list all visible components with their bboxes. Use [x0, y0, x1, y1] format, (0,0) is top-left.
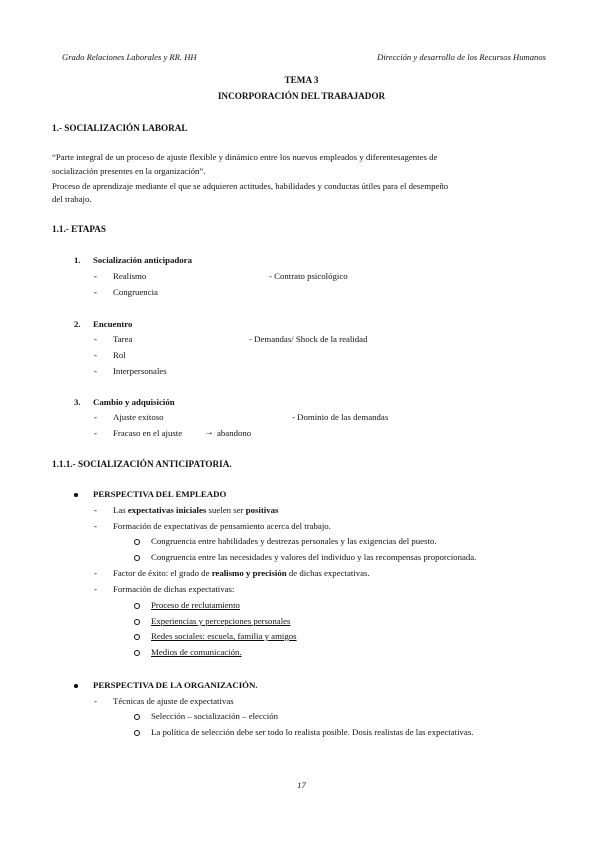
dash-marker: -: [94, 412, 97, 422]
stage-number: 3.: [74, 397, 81, 407]
list-item: Técnicas de ajuste de expectativas: [113, 696, 234, 706]
perspective-title: PERSPECTIVA DE LA ORGANIZACIÓN.: [93, 680, 258, 690]
dash-marker: -: [94, 350, 97, 360]
stage-item: Ajuste exitoso: [113, 412, 164, 422]
circle-bullet-icon: [134, 539, 140, 545]
paragraph-line: del trabajo.: [52, 194, 92, 204]
bullet-icon: [74, 684, 78, 688]
sub-list-item: Medios de comunicación.: [151, 647, 242, 657]
stage-item: Realismo: [113, 271, 147, 281]
section-heading-1-1: 1.1.- ETAPAS: [52, 224, 107, 234]
sub-list-item: Experiencias y percepciones personales: [151, 616, 291, 626]
circle-bullet-icon: [134, 603, 140, 609]
sub-list-item: La política de selección debe ser todo lo realista posible. Dosis realistas de las expectativas.: [151, 727, 474, 737]
page-title: INCORPORACIÓN DEL TRABAJADOR: [217, 91, 386, 101]
header-left: Grado Relaciones Laborales y RR. HH: [62, 52, 197, 62]
page-number: 17: [297, 780, 306, 790]
circle-bullet-icon: [134, 714, 140, 720]
stage-item: Congruencia: [113, 287, 158, 297]
list-item: Formación de expectativas de pensamiento acerca del trabajo.: [113, 521, 331, 531]
perspective-title: PERSPECTIVA DEL EMPLEADO: [93, 489, 227, 499]
list-item: Formación de dichas expectativas:: [113, 584, 235, 594]
circle-bullet-icon: [134, 555, 140, 561]
sub-list-item: Redes sociales: escuela, familia y amigos: [151, 631, 297, 641]
dash-marker: -: [94, 334, 97, 344]
stage-item: Tarea: [113, 334, 133, 344]
stage-number: 2.: [74, 319, 81, 329]
dash-marker: -: [94, 505, 97, 515]
dash-marker: -: [94, 271, 97, 281]
dash-marker: -: [94, 696, 97, 706]
factor-exito-line: Factor de éxito: el grado de realismo y precisión de dichas expectativas.: [113, 568, 370, 578]
paragraph-line: socialización presentes en la organización”.: [52, 166, 206, 176]
stage-item: Interpersonales: [113, 366, 167, 376]
paragraph-line: “Parte integral de un proceso de ajuste flexible y dinámico entre los nuevos empleados y diferentesagentes de: [52, 152, 438, 162]
stage-item: Fracaso en el ajuste: [113, 428, 183, 438]
stage-side-note: - Dominio de las demandas: [292, 412, 389, 422]
paragraph-line: Proceso de aprendizaje mediante el que se adquieren actitudes, habilidades y conductas útiles para el desempeño: [52, 181, 449, 191]
circle-bullet-icon: [134, 619, 140, 625]
stage-item-result: abandono: [217, 428, 252, 438]
sub-list-item: Proceso de reclutamiento: [151, 600, 240, 610]
circle-bullet-icon: [134, 634, 140, 640]
tema-number: TEMA 3: [284, 75, 319, 85]
stage-title: Socialización anticipadora: [93, 255, 192, 265]
stage-side-note: - Demandas/ Shock de la realidad: [249, 334, 368, 344]
sub-list-item: Congruencia entre habilidades y destrezas personales y las exigencias del puesto.: [151, 536, 437, 546]
stage-number: 1.: [74, 255, 81, 265]
stage-title: Cambio y adquisición: [93, 397, 175, 407]
dash-marker: -: [94, 584, 97, 594]
dash-marker: -: [94, 568, 97, 578]
arrow-right-icon: →: [204, 427, 214, 438]
dash-marker: -: [94, 521, 97, 531]
bullet-icon: [74, 493, 78, 497]
header-right: Dirección y desarrollo de los Recursos Humanos: [377, 52, 546, 62]
circle-bullet-icon: [134, 650, 140, 656]
section-heading-1-1-1: 1.1.1.- SOCIALIZACIÓN ANTICIPATORIA.: [52, 459, 232, 469]
dash-marker: -: [94, 287, 97, 297]
stage-title: Encuentro: [93, 319, 133, 329]
stage-item: Rol: [113, 350, 126, 360]
dash-marker: -: [94, 366, 97, 376]
section-heading-1: 1.- SOCIALIZACIÓN LABORAL: [52, 123, 188, 133]
sub-list-item: Congruencia entre las necesidades y valores del individuo y las recompensas proporcionada.: [151, 552, 477, 562]
sub-list-item: Selección – socialización – elección: [151, 711, 279, 721]
stage-side-note: - Contrato psicológico: [269, 271, 348, 281]
expectativas-line: Las expectativas iniciales suelen ser positivas: [113, 505, 279, 515]
dash-marker: -: [94, 428, 97, 438]
circle-bullet-icon: [134, 730, 140, 736]
